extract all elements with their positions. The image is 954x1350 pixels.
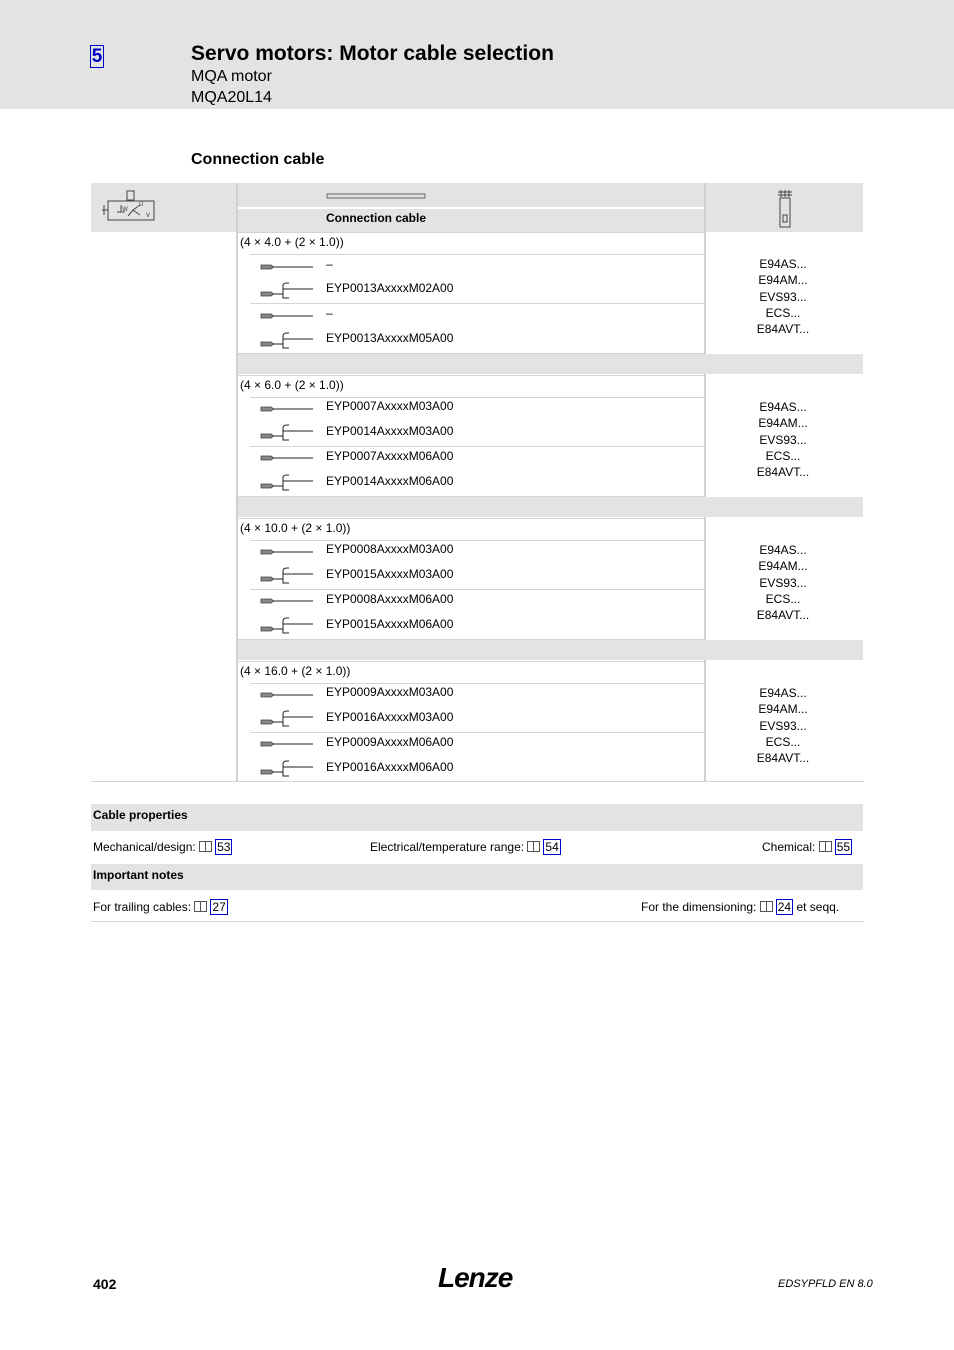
section-title: Connection cable [191, 151, 325, 168]
cable-with-connector-icon [259, 328, 315, 352]
page-subtitle-motor: MQA motor [191, 68, 272, 85]
chapter-number-link[interactable]: 5 [91, 46, 103, 67]
cable-part-number: EYP0016AxxxxM03A00 [326, 710, 454, 724]
lenze-logo: Lenze [438, 1262, 513, 1293]
cable-with-connector-icon [259, 278, 315, 302]
cable-part-number: EYP0009AxxxxM06A00 [326, 735, 454, 749]
cable-plain-icon [259, 306, 315, 330]
cable-properties-heading-band [91, 804, 863, 831]
page-link-mechanical[interactable]: 53 [217, 840, 231, 854]
cable-part-number: EYP0013AxxxxM05A00 [326, 331, 454, 345]
cable-part-number: – [326, 306, 333, 320]
column-separator-right [704, 183, 706, 782]
controller-icon [777, 189, 793, 229]
compatible-controllers: E94AS... E94AM... EVS93... ECS... E84AVT... [756, 543, 810, 623]
cable-part-number: EYP0008AxxxxM06A00 [326, 592, 454, 606]
book-icon [199, 841, 212, 852]
column-header-connection-cable: Connection cable [326, 211, 427, 225]
cable-cross-section: (4 × 4.0 + (2 × 1.0)) [240, 235, 344, 249]
cable-part-number: EYP0007AxxxxM03A00 [326, 399, 454, 413]
cable-part-number: EYP0008AxxxxM03A00 [326, 542, 454, 556]
mechanical-design-ref: Mechanical/design: 53 [93, 840, 231, 854]
electrical-temperature-ref: Electrical/temperature range: 54 [370, 840, 559, 854]
book-icon [194, 901, 207, 912]
trailing-cables-ref: For trailing cables: 27 [93, 900, 226, 914]
important-notes-heading-band [91, 864, 863, 890]
cable-part-number: EYP0015AxxxxM06A00 [326, 617, 454, 631]
document-id: EDSYPFLD EN 8.0 [778, 1278, 873, 1290]
group-separator [238, 640, 863, 660]
compatible-controllers: E94AS... E94AM... EVS93... ECS... E84AVT... [756, 400, 810, 480]
page-subtitle-model: MQA20L14 [191, 89, 272, 106]
svg-text:W: W [122, 206, 128, 213]
dimensioning-ref: For the dimensioning: 24 et seqq. [641, 900, 840, 914]
svg-text:U: U [139, 201, 144, 208]
motor-terminal-icon [100, 190, 156, 222]
book-icon [819, 841, 832, 852]
cable-with-connector-icon [259, 613, 315, 637]
svg-text:V: V [146, 212, 151, 219]
chemical-ref: Chemical: 55 [762, 840, 851, 854]
cable-with-connector-icon [259, 470, 315, 494]
cable-with-connector-icon [259, 420, 315, 444]
column-separator-left [236, 183, 238, 782]
cable-properties-heading: Cable properties [93, 808, 188, 822]
page-number: 402 [93, 1276, 117, 1292]
cable-part-number: EYP0014AxxxxM03A00 [326, 424, 454, 438]
page-link-trailing[interactable]: 27 [212, 900, 226, 914]
cable-part-number: – [326, 257, 333, 271]
table-header-cable-cell [238, 209, 704, 232]
compatible-controllers: E94AS... E94AM... EVS93... ECS... E84AVT... [756, 686, 810, 766]
table-header-cable-cell-top [238, 183, 704, 207]
page-title: Servo motors: Motor cable selection [191, 42, 554, 65]
cable-part-number: EYP0014AxxxxM06A00 [326, 474, 454, 488]
book-icon [760, 901, 773, 912]
cable-part-number: EYP0015AxxxxM03A00 [326, 567, 454, 581]
cable-cross-section: (4 × 6.0 + (2 × 1.0)) [240, 378, 344, 392]
compatible-controllers: E94AS... E94AM... EVS93... ECS... E84AVT... [756, 257, 810, 337]
page-link-electrical[interactable]: 54 [545, 840, 559, 854]
page-link-chemical[interactable]: 55 [836, 840, 851, 854]
cable-with-connector-icon [259, 706, 315, 730]
group-separator [238, 354, 863, 374]
cable-cross-section: (4 × 16.0 + (2 × 1.0)) [240, 664, 351, 678]
cable-part-number: EYP0013AxxxxM02A00 [326, 281, 454, 295]
cable-plain-icon [259, 734, 315, 758]
cable-part-number: EYP0009AxxxxM03A00 [326, 685, 454, 699]
cable-plain-icon [259, 591, 315, 615]
cable-with-connector-icon [259, 563, 315, 587]
cable-plain-icon [259, 448, 315, 472]
cable-cross-section: (4 × 10.0 + (2 × 1.0)) [240, 521, 351, 535]
cable-part-number: EYP0016AxxxxM06A00 [326, 760, 454, 774]
cable-part-number: EYP0007AxxxxM06A00 [326, 449, 454, 463]
group-separator [238, 497, 863, 517]
page-link-dimensioning[interactable]: 24 [777, 900, 792, 914]
cable-with-connector-icon [259, 756, 315, 780]
cable-icon [326, 192, 426, 200]
book-icon [527, 841, 540, 852]
important-notes-heading: Important notes [93, 868, 184, 882]
